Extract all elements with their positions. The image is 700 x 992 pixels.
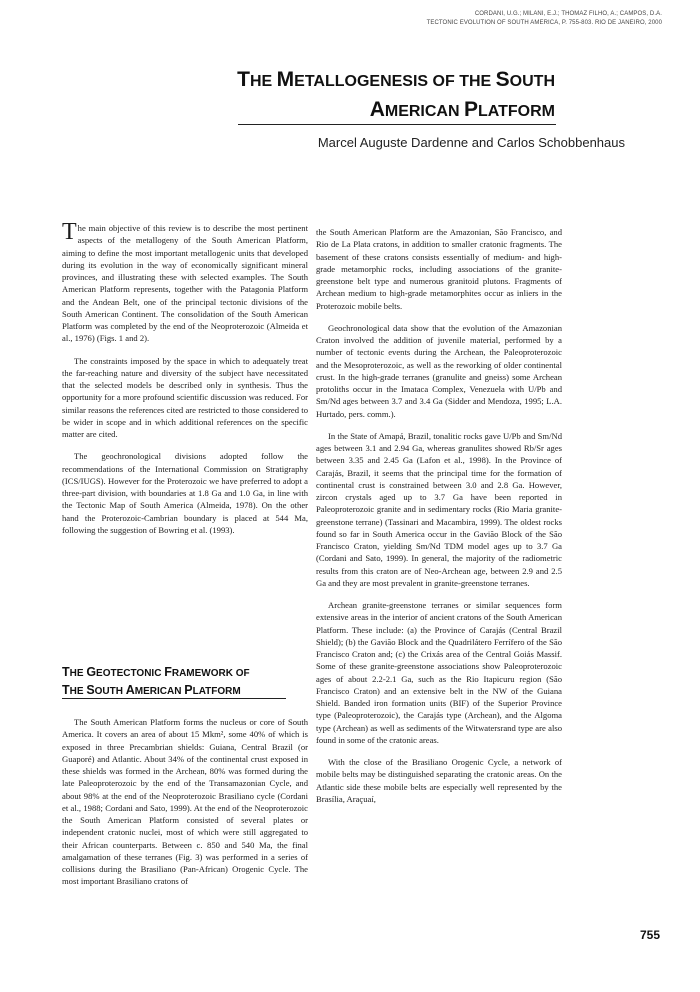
paper-title-line-1: THE METALLOGENESIS OF THE SOUTH	[237, 68, 555, 91]
right-paragraph-2: Geochronological data show that the evolution of the Amazonian Craton involved the addition of juvenile material, performed by a number of tectonic events during the Archean, the Paleoproterozoic and the Mesoproterozoic, as well as the reworking of older continental crust. In the high-grade terranes (granulite and gneiss) some Archean protoliths occur in the Imataca Complex, Venezuela with U/Pb and Sm/Nd ages between 3.7 and 3.4 Ga (Sidder and Mendoza, 1995; L.A. Hurtado, pers. comm.).	[316, 322, 562, 419]
citation-line-1: CORDANI, U.G.; MILANI, E.J.; THOMAZ FILHO, A.; CAMPOS, D.A.	[474, 11, 662, 17]
right-paragraph-3: In the State of Amapá, Brazil, tonalitic rocks gave U/Pb and Sm/Nd ages between 3.1 and 2.94 Ga, whereas granulites showed Rb/Sr ages between 3.35 and 2.45 Ga (Lafon et al., 1998). In the Province of Carajás, Brazil, it seems that the principal time for the formation of continental crust is constrained between 3.0 and 2.8 Ga. However, zircon crystals aged up to 3.7 Ga have been reported in Paleoproterozoic granite and in sedimentary rocks (Rio Maria granite-greenstone terrane) (Tassinari and Macambira, 1999). The oldest rocks found so far in South America occur in the Gavião Block of the São Francisco Craton, yielding Sm/Nd TDM model ages up to 3.7 Ga (Cordani and Sato, 1999). In general, the majority of the radiometric results from this craton are of Neo-Archean age, between 2.9 and 2.5 Ga and they are most prevalent in granite-greenstone terranes.	[316, 430, 562, 588]
right-paragraph-1: the South American Platform are the Amazonian, São Francisco, and Rio de La Plata cratons, in addition to smaller cratonic fragments. The basement of these cratons consists essentially of medium- and high-grade metamorphic rocks, including associations of the granite-greenstone belt type and numerous granitoid plutons. Fragments of Archean medium to high-grade metamorphites occur as inliers in the Proterozoic mobile belts.	[316, 227, 562, 311]
author-line: Marcel Auguste Dardenne and Carlos Schobbenhaus	[317, 135, 625, 150]
page-number: 755	[639, 928, 660, 942]
intro-paragraph-1: The main objective of this review is to describe the most pertinent aspects of the metallogeny of the South American Platform, aiming to define the most important metallogenic units that developed during its evolution in the way of economically significant mineral provinces, and illustrating these with selected examples. The South American Platform represents, together with the Patagonia Platform and the Andean Belt, one of the principal tectonic divisions of the South American Continent. The consolidation of the South American Platform was completed by the end of the Neoproterozoic (Almeida et al., 1976) (Figs. 1 and 2).	[62, 219, 308, 344]
drop-cap: T	[62, 219, 77, 245]
right-column	[316, 226, 562, 815]
paper-title-line-2: AMERICAN PLATFORM	[369, 98, 555, 121]
left-column-section-body	[62, 716, 308, 898]
section-underline	[62, 698, 286, 699]
title-underline	[238, 124, 556, 125]
intro-paragraph-2: The constraints imposed by the space in which to adequately treat the far-reaching nature and diversity of the subject have necessitated that the selected models be described only in synthesis. Thus the opportunity for a more profound scientific discussion was reduced. For similar reasons the references cited are restricted to those considered to be wider in scope and in which additional references on the specific matter are cited.	[62, 355, 308, 439]
citation-line-2: TECTONIC EVOLUTION OF SOUTH AMERICA, P. 755-803. RIO DE JANEIRO, 2000	[426, 20, 662, 26]
section-heading-line-1: THE GEOTECTONIC FRAMEWORK OF	[62, 665, 250, 679]
section-heading	[62, 664, 292, 700]
right-paragraph-4: Archean granite-greenstone terranes or similar sequences form extensive areas in the interior of ancient cratons of the South American Platform. These include: (a) the Province of Carajás (Central Brazil Shield); (b) the Gavião Block and the Quadrilátero Ferrífero of the São Francisco Craton and; (c) the Crixás area of the Central Goiás Massif. Some of these granite-greenstone associations show Paleoproterozoic ages of about 2.2-2.1 Ga, such as the Rio Itapicuru region (São Francisco Craton) and an extensive belt in the NW of the Guiana Shield. Banded iron formation units (BIF) of the Superior Province type (Paleoproterozoic), the Carajás type (Archean), and the Algoma type (Archean) as well as sediments of the Witwatersrand type are also found in some of the cratonic areas.	[316, 600, 562, 745]
left-column-intro	[62, 219, 308, 546]
right-paragraph-5: With the close of the Brasiliano Orogenic Cycle, a network of mobile belts may be distinguished separating the cratonic areas. On the Atlantic side these mobile belts are especially well represented by the Brasília, Araçuaí,	[316, 757, 562, 804]
intro-paragraph-3: The geochronological divisions adopted follow the recommendations of the International Commission on Stratigraphy (ICS/IUGS). However for the Proterozoic we have preferred to adopt a three-part division, with boundaries at 1.8 Ga and 1.0 Ga, in line with the Tectonic Map of South America (Almeida, 1978). On the other hand the Proterozoic-Cambrian boundary is placed at 544 Ma, following the suggestion of Bowring et al. (1993).	[62, 451, 308, 535]
section-paragraph-1: The South American Platform forms the nucleus or core of South America. It covers an area of about 15 Mkm², some 40% of which is exposed in three Precambrian shields: Guiana, Central Brazil (or Guaporé) and Atlantic. About 34% of the continental crust exposed in these shields was formed in the Archean, 80% was formed during the late Paleoproterozoic by the end of the Transamazonian Cycle, and about 98% at the end of the Neoproterozoic Brasiliano cycle (Cordani et al., 1988; Cordani and Sato, 1999). At the end of the Neoproterozoic the South American Platform consisted of several plates or independent cratonic nuclei, most of which were still aggregated to their African counterparts. Between c. 850 and 540 Ma, the final amalgamation of these terranes (Fig. 3) was performed in a series of collisions during the Brasiliano (Pan-African) Orogenic Cycle. The most important Brasiliano cratons of	[62, 717, 308, 887]
section-heading-line-2: THE SOUTH AMERICAN PLATFORM	[62, 683, 241, 697]
journal-citation	[362, 10, 662, 28]
